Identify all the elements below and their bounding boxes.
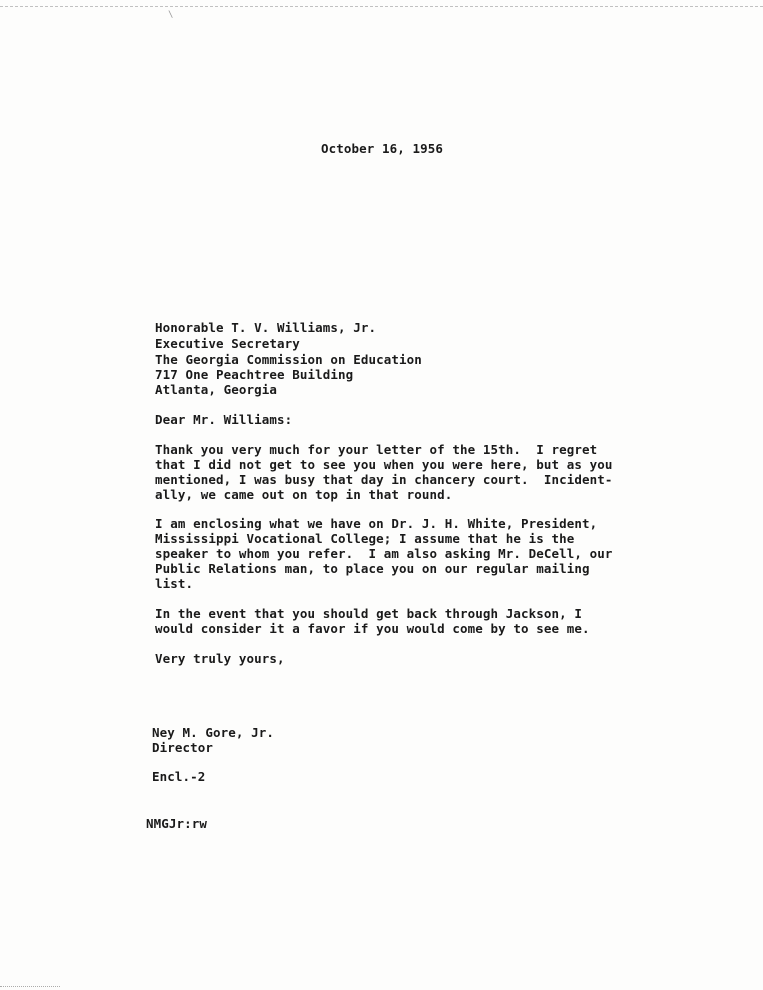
paragraph-line: Thank you very much for your letter of the 15th. I regret: [155, 442, 598, 457]
letter-date: October 16, 1956: [321, 141, 444, 156]
paragraph-line: I am enclosing what we have on Dr. J. H. White, President,: [155, 516, 598, 531]
address-line: Honorable T. V. Williams, Jr.: [155, 320, 377, 335]
address-line: Atlanta, Georgia: [155, 382, 278, 397]
paragraph-line: would consider it a favor if you would come by to see me.: [155, 621, 590, 636]
paragraph-line: mentioned, I was busy that day in chancery court. Incident-: [155, 472, 613, 487]
paragraph-line: that I did not get to see you when you were here, but as you: [155, 457, 613, 472]
paragraph-line: list.: [155, 576, 194, 591]
signer-name: Ney M. Gore, Jr.: [152, 725, 275, 740]
paragraph-line: ally, we came out on top in that round.: [155, 487, 453, 502]
complimentary-closing: Very truly yours,: [155, 651, 285, 666]
page-top-edge: [0, 0, 763, 7]
signer-title: Director: [152, 740, 214, 755]
scan-speck: \: [168, 10, 174, 20]
paragraph-line: Public Relations man, to place you on our regular mailing: [155, 561, 590, 576]
paragraph-line: In the event that you should get back through Jackson, I: [155, 606, 583, 621]
salutation: Dear Mr. Williams:: [155, 412, 293, 427]
address-line: Executive Secretary: [155, 336, 300, 351]
paragraph-line: Mississippi Vocational College; I assume that he is the: [155, 531, 575, 546]
address-line: The Georgia Commission on Education: [155, 352, 422, 367]
reference-initials: NMGJr:rw: [146, 816, 208, 831]
page-bottom-edge: [0, 986, 60, 989]
enclosure-note: Encl.-2: [152, 769, 206, 784]
address-line: 717 One Peachtree Building: [155, 367, 354, 382]
paragraph-line: speaker to whom you refer. I am also asking Mr. DeCell, our: [155, 546, 613, 561]
